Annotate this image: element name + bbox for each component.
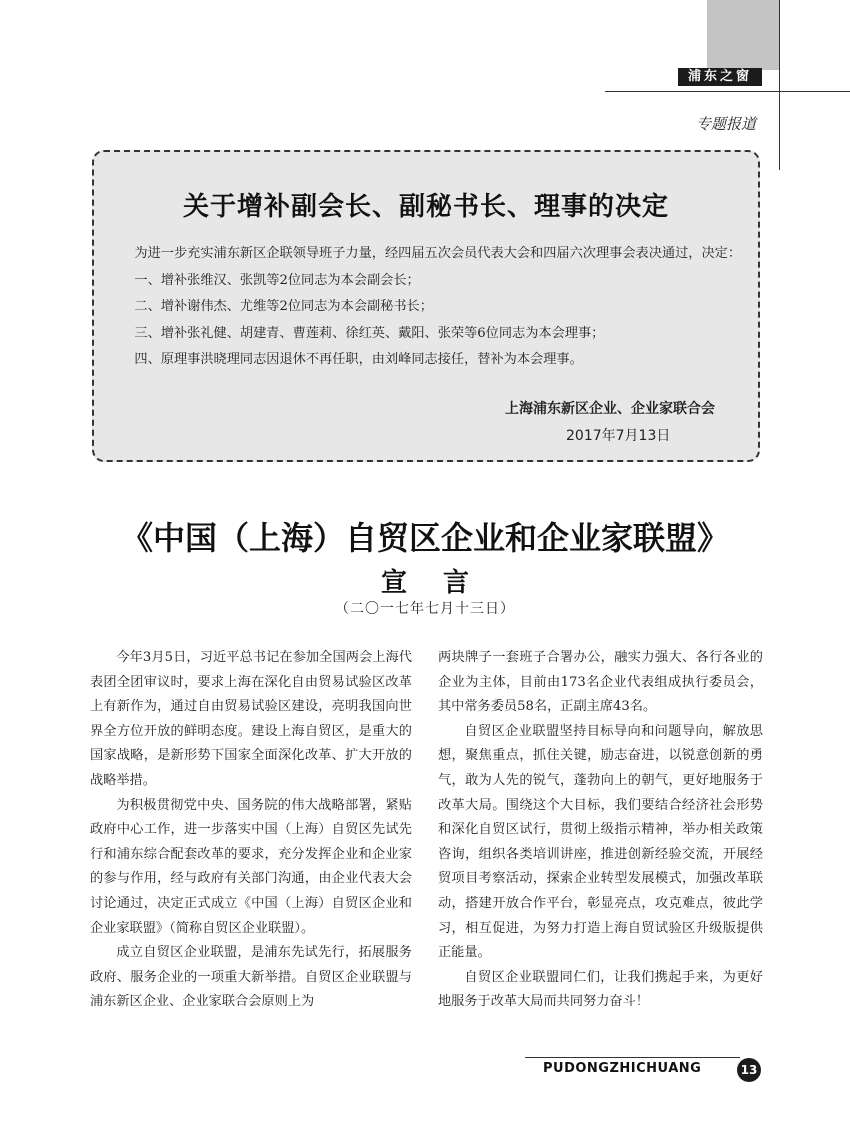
declaration-date: （二〇一七年七月十三日） bbox=[335, 601, 515, 617]
header-vertical-rule bbox=[779, 0, 780, 170]
article-paragraph: 自贸区企业联盟同仁们，让我们携起手来，为更好地服务于改革大局而共同努力奋斗！ bbox=[438, 969, 763, 1010]
article-paragraph: 为积极贯彻党中央、国务院的伟大战略部署，紧贴政府中心工作，进一步落实中国（上海）自贸区先试先行和浦东综合配套改革的要求，充分发挥企业和企业家的参与作用，经与政府有关部门沟通，由企业代表大会讨论通过，决定正式成立《中国（上海）自贸区企业和企业家联盟》（简称自贸区企业联盟）。 bbox=[90, 797, 412, 936]
decision-item: 三、增补张礼健、胡建青、曹莲莉、徐红英、戴阳、张荣等6位同志为本会理事； bbox=[134, 325, 605, 341]
article-paragraph: 今年3月5日，习近平总书记在参加全国两会上海代表团全团审议时，要求上海在深化自由贸易试验区改革上有新作为，通过自由贸易试验区建设，亮明我国向世界全方位开放的鲜明态度。建设上海自贸区，是重大的国家战略，是新形势下国家全面深化改革、扩大开放的战略举措。 bbox=[90, 650, 412, 788]
page-number: 13 bbox=[737, 1058, 761, 1082]
decision-body bbox=[108, 241, 748, 374]
decision-signature-date: 2017年7月13日 bbox=[566, 428, 671, 444]
article-column-right bbox=[438, 646, 763, 1015]
magazine-brand-tag: 浦东之窗 bbox=[678, 68, 762, 86]
decision-item: 四、原理事洪晓理同志因退休不再任职，由刘峰同志接任，替补为本会理事。 bbox=[134, 352, 583, 367]
declaration-title: 《中国（上海）自贸区企业和企业家联盟》 bbox=[120, 519, 729, 557]
header-corner-block bbox=[707, 0, 780, 70]
declaration-subtitle: 宣言 bbox=[380, 568, 505, 598]
footer-brand: PUDONGZHICHUANG bbox=[543, 1061, 702, 1076]
footer-rule bbox=[525, 1057, 740, 1058]
decision-title: 关于增补副会长、副秘书长、理事的决定 bbox=[182, 192, 669, 222]
article-paragraph: 自贸区企业联盟坚持目标导向和问题导向，解放思想，聚焦重点，抓住关键，励志奋进，以锐意创新的勇气，敢为人先的锐气，蓬勃向上的朝气，更好地服务于改革大局。围绕这个大目标，我们要结合经济社会形势和深化自贸区试行，贯彻上级指示精神，举办相关政策咨询，组织各类培训讲座，推进创新经验交流，开展经贸项目考察活动，探索企业转型发展模式，加强改革联动，搭建开放合作平台，彰显亮点，攻克难点，彼此学习，相互促进，为努力打造上海自贸试验区升级版提供正能量。 bbox=[438, 723, 763, 961]
article-paragraph: 成立自贸区企业联盟，是浦东先试先行，拓展服务政府、服务企业的一项重大新举措。自贸区企业联盟与浦东新区企业、企业家联合会原则上为 bbox=[90, 945, 412, 1010]
article-column-left bbox=[90, 646, 412, 1015]
article-paragraph: 两块牌子一套班子合署办公，融实力强大、各行各业的企业为主体，目前由173名企业代表组成执行委员会，其中常务委员58名，正副主席43名。 bbox=[438, 650, 763, 715]
decision-intro: 为进一步充实浦东新区企联领导班子力量，经四届五次会员代表大会和四届六次理事会表决通过，决定： bbox=[134, 246, 742, 261]
decision-item: 一、增补张维汉、张凯等2位同志为本会副会长； bbox=[134, 272, 420, 288]
section-title: 专题报道 bbox=[696, 115, 757, 133]
header-horizontal-rule bbox=[605, 91, 850, 92]
decision-item: 二、增补谢伟杰、尤维等2位同志为本会副秘书长； bbox=[134, 299, 433, 314]
decision-signature-org: 上海浦东新区企业、企业家联合会 bbox=[505, 401, 715, 417]
